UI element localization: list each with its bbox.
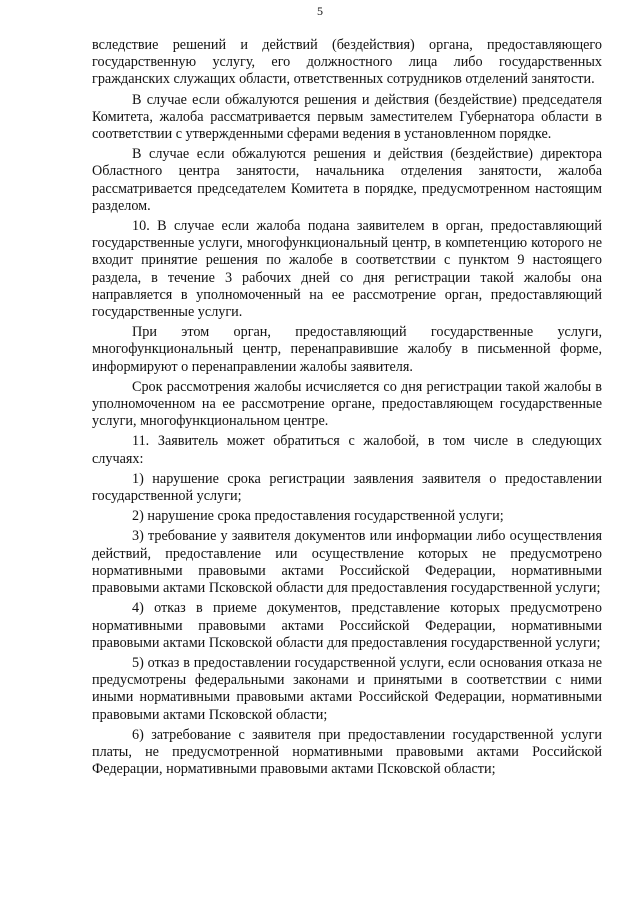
- paragraph-clause-10: 10. В случае если жалоба подана заявителем в орган, предоставляющий государственные услуги, многофункциональный центр, в компетенцию которого не входит принятие решения по жалобе в соответствии с пунктом 9 настоящего раздела, в течение 3 рабочих дней со дня регистрации такой жалобы она направляется в уполномоченный на ее рассмотрение орган, предоставляющий государственные услуги.: [92, 218, 602, 321]
- list-item-4: 4) отказ в приеме документов, представление которых предусмотрено нормативными правовыми актами Российской Федерации, нормативными правовыми актами Псковской области для предоставления государственной услуги;: [92, 600, 602, 651]
- paragraph-committee-chair-complaint: В случае если обжалуются решения и действия (бездействие) председателя Комитета, жалоба рассматривается первым заместителем Губернатора области в соответствии с утвержденными сферами ведения в установленном порядке.: [92, 91, 602, 143]
- page-number: 5: [317, 4, 323, 18]
- paragraph-redirect-notice: При этом орган, предоставляющий государственные услуги, многофункциональный центр, перенаправившие жалобу в письменной форме, информируют о перенаправлении жалобы заявителя.: [92, 324, 602, 375]
- list-item-2: 2) нарушение срока предоставления государственной услуги;: [132, 508, 504, 525]
- list-item-5: 5) отказ в предоставлении государственной услуги, если основания отказа не предусмотрены федеральными законами и принятыми в соответствии с ними иными нормативными правовыми актами Российской Федерации, нормативными правовыми актами Псковской области;: [92, 654, 602, 723]
- list-item-3: 3) требование у заявителя документов или информации либо осуществления действий, предоставление или осуществление которых не предусмотрено нормативными правовыми актами Российской Федерации, нормативными правовыми актами Псковской области для предоставления государственной услуги;: [92, 528, 602, 597]
- list-item-1: 1) нарушение срока регистрации заявления заявителя о предоставлении государственной услуги;: [92, 470, 602, 505]
- paragraph-review-term: Срок рассмотрения жалобы исчисляется со дня регистрации такой жалобы в уполномоченном на ее рассмотрение органе, предоставляющем государственные услуги, многофункциональном центре.: [92, 378, 602, 430]
- paragraph-continuation: вследствие решений и действий (бездействия) органа, предоставляющего государственную услугу, его должностного лица либо государственных гражданских служащих области, ответственных сотрудников отделений занятости.: [92, 37, 602, 88]
- paragraph-clause-11: 11. Заявитель может обратиться с жалобой, в том числе в следующих случаях:: [92, 433, 602, 467]
- paragraph-director-complaint: В случае если обжалуются решения и действия (бездействие) директора Областного центра занятости, начальника отделения занятости, жалоба рассматривается председателем Комитета в порядке, предусмотренном настоящим разделом.: [92, 146, 602, 214]
- list-item-6: 6) затребование с заявителя при предоставлении государственной услуги платы, не предусмотренной нормативными правовыми актами Российской Федерации, нормативными правовыми актами Псковской области;: [92, 726, 602, 778]
- document-body: [92, 37, 602, 781]
